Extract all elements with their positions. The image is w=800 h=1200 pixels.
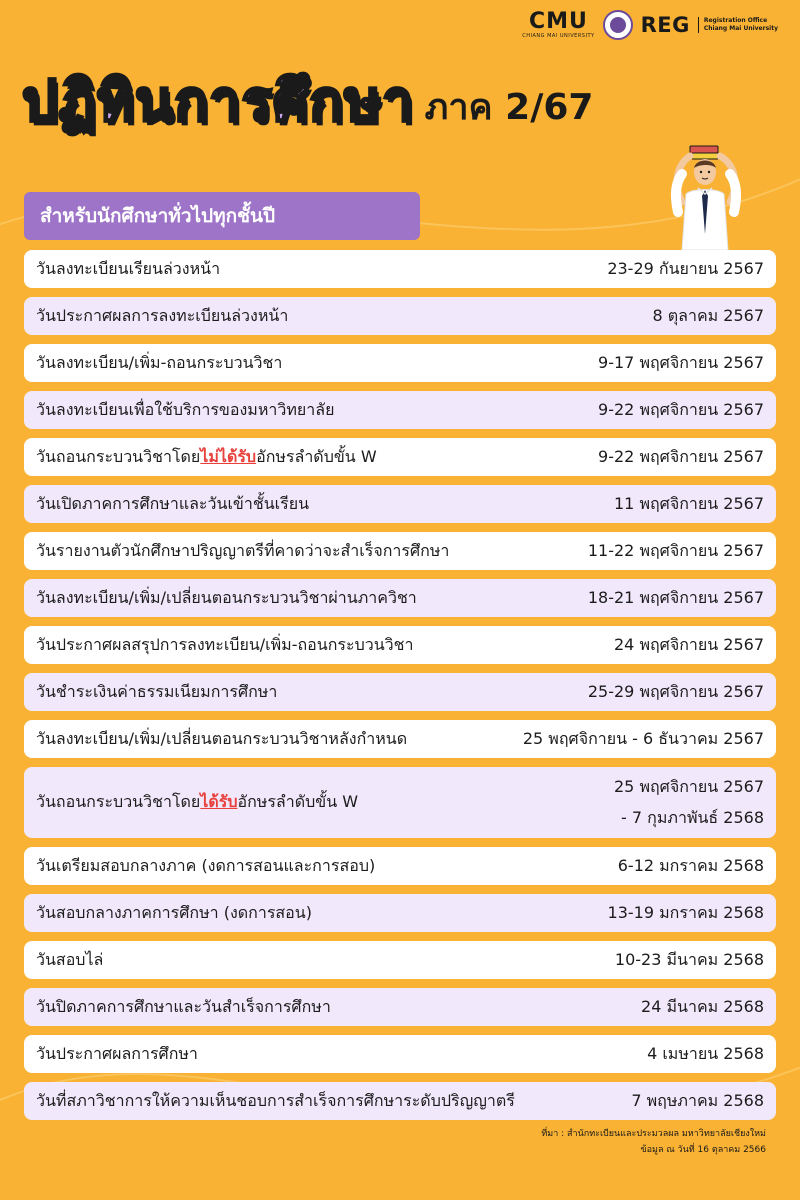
item-date: 18-21 พฤศจิกายน 2567 [587,587,764,607]
footer-source [541,1126,766,1158]
list-item [24,297,776,335]
item-label-highlight: ได้รับ [200,792,238,811]
title-term: ภาค 2/67 [424,87,594,128]
item-date: 8 ตุลาคม 2567 [652,305,764,325]
item-date: 25 พฤศจิกายน - 6 ธันวาคม 2567 [522,728,764,748]
item-label: วันลงทะเบียนเรียนล่วงหน้า [36,258,221,278]
list-item [24,847,776,885]
item-label-pre: วันถอนกระบวนวิชาโดย [36,446,201,466]
item-label: วันชำระเงินค่าธรรมเนียมการศึกษา [36,681,278,701]
reg-sub-line-1: Registration Office [703,17,768,24]
item-date: 9-17 พฤศจิกายน 2567 [598,352,764,372]
item-label [36,445,377,470]
item-label: วันรายงานตัวนักศึกษาปริญญาตรีที่คาดว่าจะสำเร็จการศึกษา [36,540,450,560]
cmu-logo [522,11,594,39]
item-date: 11 พฤศจิกายน 2567 [614,493,764,513]
item-date-line-2: - 7 กุมภาพันธ์ 2568 [621,807,764,827]
list-item [24,894,776,932]
item-label: วันเตรียมสอบกลางภาค (งดการสอนและการสอบ) [36,855,376,875]
list-item [24,988,776,1026]
list-item [24,438,776,476]
item-label: วันปิดภาคการศึกษาและวันสำเร็จการศึกษา [36,996,331,1016]
item-date: 23-29 กันยายน 2567 [607,258,764,278]
item-label-highlight: ไม่ได้รับ [200,446,257,466]
item-date: 4 เมษายน 2568 [647,1043,764,1063]
title-main: ปฏิทินการศึกษา [22,69,415,134]
list-item [24,941,776,979]
item-label: วันประกาศผลสรุปการลงทะเบียน/เพิ่ม-ถอนกระบวนวิชา [36,634,414,654]
item-label-post: อักษรลำดับขั้น W [237,792,359,811]
item-date: 7 พฤษภาคม 2568 [631,1090,764,1110]
list-item [24,626,776,664]
footer-date-line: ข้อมูล ณ วันที่ 16 ตุลาคม 2566 [640,1145,766,1155]
list-item [24,344,776,382]
list-item [24,250,776,288]
university-seal-icon [603,10,633,40]
cmu-logo-text: CMU [528,9,588,34]
list-item [24,485,776,523]
cmu-logo-subtext: CHIANG MAI UNIVERSITY [522,33,595,39]
reg-logo-subtext [698,17,778,33]
list-item [24,532,776,570]
item-date: 11-22 พฤศจิกายน 2567 [587,540,764,560]
item-label: วันประกาศผลการลงทะเบียนล่วงหน้า [36,305,289,325]
item-label [36,790,358,815]
item-label: วันประกาศผลการศึกษา [36,1043,198,1063]
item-date: 6-12 มกราคม 2568 [617,855,764,875]
reg-logo-text: REG [640,13,690,37]
list-item [24,1082,776,1120]
item-label: วันลงทะเบียน/เพิ่ม/เปลี่ยนตอนกระบวนวิชาผ่านภาควิชา [36,587,417,607]
item-date: 24 พฤศจิกายน 2567 [614,634,764,654]
list-item [24,1035,776,1073]
item-label: วันลงทะเบียน/เพิ่ม/เปลี่ยนตอนกระบวนวิชาหลังกำหนด [36,728,408,748]
item-date: 24 มีนาคม 2568 [641,996,764,1016]
calendar-list [24,250,776,1129]
item-date: 25-29 พฤศจิกายน 2567 [587,681,764,701]
item-label: วันเปิดภาคการศึกษาและวันเข้าชั้นเรียน [36,493,310,513]
item-date: 9-22 พฤศจิกายน 2567 [598,446,764,466]
item-label: วันสอบไล่ [36,949,104,969]
item-date: 9-22 พฤศจิกายน 2567 [598,399,764,419]
item-date: 10-23 มีนาคม 2568 [614,949,764,969]
item-date: 13-19 มกราคม 2568 [607,902,764,922]
list-item [24,391,776,429]
page-title [22,58,792,138]
header-logos [522,10,778,40]
item-date-line-1: 25 พฤศจิกายน 2567 [614,776,764,796]
reg-sub-line-2: Chiang Mai University [703,25,778,32]
item-label-pre: วันถอนกระบวนวิชาโดย [36,792,201,811]
item-label: วันสอบกลางภาคการศึกษา (งดการสอน) [36,902,312,922]
item-label-post: อักษรลำดับขั้น W [256,446,377,466]
footer-source-line: ที่มา : สำนักทะเบียนและประมวลผล มหาวิทยาลัยเชียงใหม่ [541,1129,766,1139]
list-item [24,673,776,711]
student-illustration-icon [652,142,760,250]
subtitle-banner: สำหรับนักศึกษาทั่วไปทุกชั้นปี [24,192,420,240]
item-label: วันลงทะเบียนเพื่อใช้บริการของมหาวิทยาลัย [36,399,335,419]
item-date [614,775,764,831]
list-item [24,579,776,617]
item-label: วันที่สภาวิชาการให้ความเห็นชอบการสำเร็จการศึกษาระดับปริญญาตรี [36,1090,515,1110]
item-label: วันลงทะเบียน/เพิ่ม-ถอนกระบวนวิชา [36,352,283,372]
list-item [24,767,776,838]
list-item [24,720,776,758]
